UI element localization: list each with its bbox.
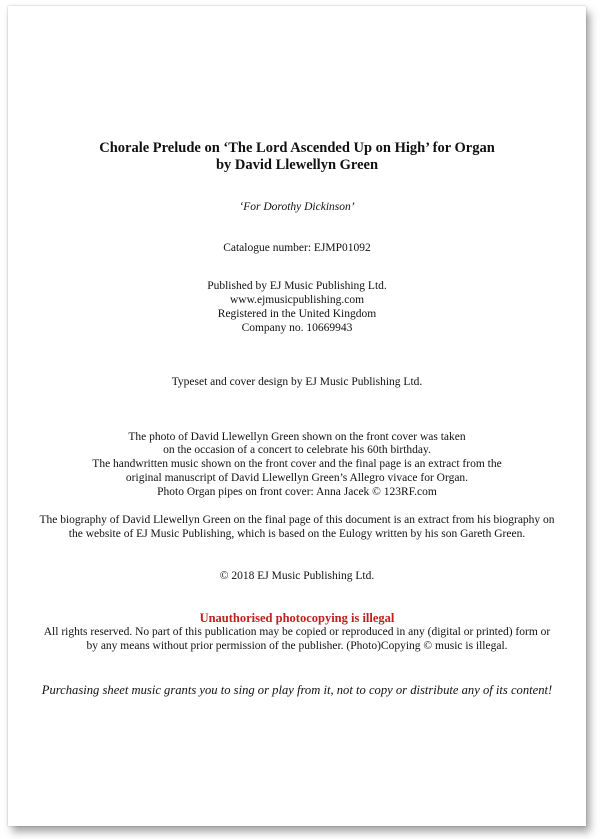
publisher-website: www.ejmusicpublishing.com: [229, 294, 365, 306]
rights-line-1: All rights reserved. No part of this publication may be copied or reproduced in any (digital or printed) form or: [43, 626, 551, 638]
publisher-line-3: Registered in the United Kingdom: [217, 308, 377, 320]
photo-credit-line-1: The photo of David Llewellyn Green shown on the front cover was taken: [128, 431, 466, 443]
dedication: ‘For Dorothy Dickinson’: [239, 201, 355, 213]
photo-credit-line-2: on the occasion of a concert to celebrate his 60th birthday.: [163, 444, 431, 456]
copyright-line: © 2018 EJ Music Publishing Ltd.: [219, 570, 375, 582]
typeset-credit: Typeset and cover design by EJ Music Publishing Ltd.: [171, 376, 423, 388]
document-page: [8, 6, 586, 826]
biography-line-2: the website of EJ Music Publishing, which is based on the Eulogy written by his son Gareth Green.: [68, 528, 526, 540]
photo-credit-line-3: The handwritten music shown on the front cover and the final page is an extract from the: [92, 458, 502, 470]
purchase-notice: Purchasing sheet music grants you to sing or play from it, not to copy or distribute any of its content!: [41, 683, 553, 697]
catalogue-number: Catalogue number: EJMP01092: [223, 242, 371, 254]
publisher-company-no: Company no. 10669943: [241, 322, 353, 334]
title-line-1: Chorale Prelude on ‘The Lord Ascended Up on High’ for Organ: [99, 140, 495, 156]
publisher-line-1: Published by EJ Music Publishing Ltd.: [207, 280, 387, 292]
rights-line-2: by any means without prior permission of the publisher. (Photo)Copying © music is illegal.: [86, 640, 508, 652]
biography-line-1: The biography of David Llewellyn Green on the final page of this document is an extract from his biography on: [39, 514, 555, 526]
photo-credit-line-4: original manuscript of David Llewellyn Green’s Allegro vivace for Organ.: [125, 472, 469, 484]
title-line-2: by David Llewellyn Green: [215, 157, 379, 173]
photo-credit-line-5: Photo Organ pipes on front cover: Anna Jacek © 123RF.com: [157, 486, 437, 498]
photocopy-warning: Unauthorised photocopying is illegal: [199, 611, 395, 625]
